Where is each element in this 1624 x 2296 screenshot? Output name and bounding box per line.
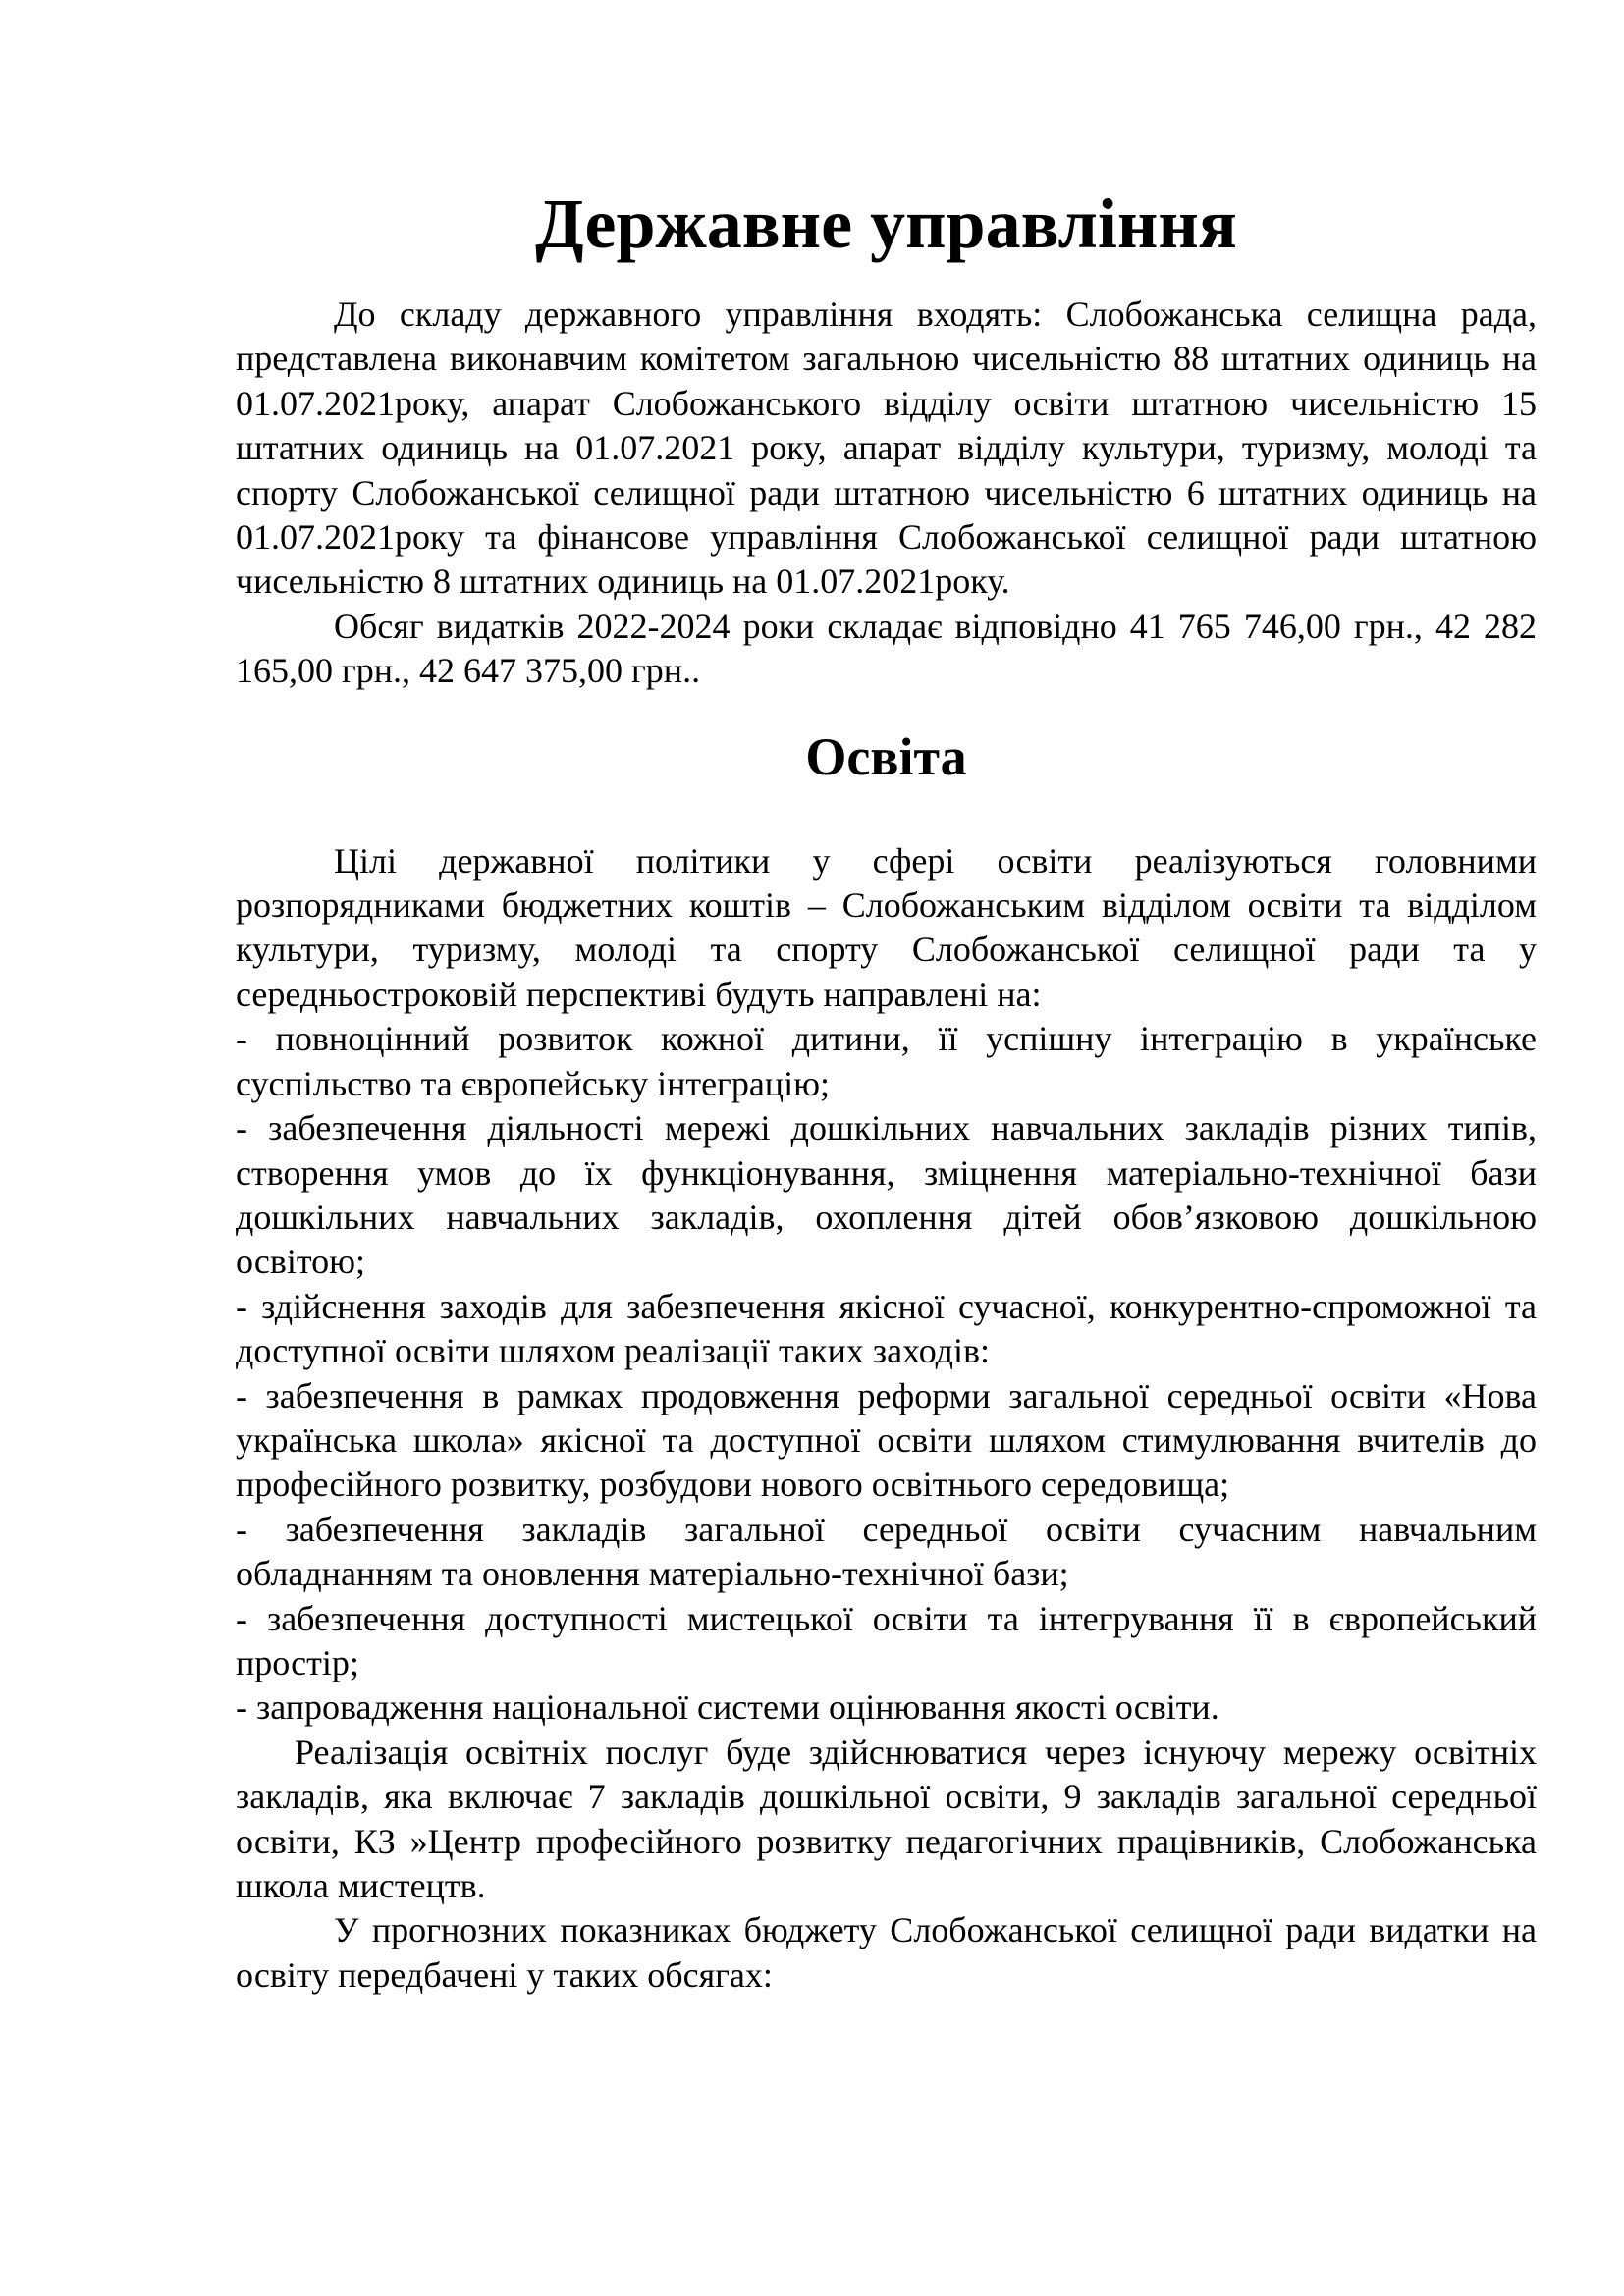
paragraph-state-expenditure: Обсяг видатків 2022-2024 роки складає відповідно 41 765 746,00 грн., 42 282 165,00 грн., 42 647 375,00 грн.. <box>236 606 1537 691</box>
list-item: - забезпечення діяльності мережі дошкільних навчальних закладів різних типів, створення умов до їх функціонування, зміцнення матеріально-технічної бази дошкільних навчальних закладів, охоплення дітей обов’язковою дошкільною освітою; <box>236 1108 1537 1282</box>
education-goals-list <box>236 1017 1537 1731</box>
document-page <box>236 187 1537 1998</box>
list-item: - забезпечення закладів загальної середньої освіти сучасним навчальним обладнанням та оновлення матеріально-технічної бази; <box>236 1509 1537 1594</box>
paragraph-state-composition: До складу державного управління входять: Слобожанська селищна рада, представлена виконавчим комітетом загальною чисельністю 88 штатних одиниць на 01.07.2021року, апарат Слобожанського відділу освіти штатною чисельністю 15 штатних одиниць на 01.07.2021 року, апарат відділу культури, туризму, молоді та спорту Слобожанської селищної ради штатною чисельністю 6 штатних одиниць на 01.07.2021року та фінансове управління Слобожанської селищної ради штатною чисельністю 8 штатних одиниць на 01.07.2021року. <box>236 294 1537 602</box>
section-title-education: Освіта <box>805 726 967 786</box>
paragraph-education-goals: Цілі державної політики у сфері освіти реалізуються головними розпорядниками бюджетних коштів – Слобожанським відділом освіти та відділом культури, туризму, молоді та спорту Слобожанської селищної ради та у середньостроковій перспективі будуть направлені на: <box>236 840 1537 1014</box>
list-item: - повноцінний розвиток кожної дитини, її успішну інтеграцію в українське суспільство та європейську інтеграцію; <box>236 1019 1537 1103</box>
paragraph-education-network: Реалізація освітніх послуг буде здійснюватися через існуючу мережу освітніх закладів, яка включає 7 закладів дошкільної освіти, 9 закладів загальної середньої освіти, КЗ »Центр професійного розвитку педагогічних працівників, Слобожанська школа мистецтв. <box>236 1732 1537 1905</box>
list-item: - запровадження національної системи оцінювання якості освіти. <box>236 1687 1219 1728</box>
list-item: - забезпечення доступності мистецької освіти та інтегрування її в європейський простір; <box>236 1598 1537 1682</box>
list-item: - здійснення заходів для забезпечення якісної сучасної, конкурентно-спроможної та доступної освіти шляхом реалізації таких заходів: <box>236 1286 1537 1371</box>
section-title-state-administration: Державне управління <box>535 185 1237 263</box>
paragraph-education-forecast: У прогнозних показниках бюджету Слобожанської селищної ради видатки на освіту передбачені у таких обсягах: <box>236 1910 1537 1995</box>
list-item: - забезпечення в рамках продовження реформи загальної середньої освіти «Нова українська школа» якісної та доступної освіти шляхом стимулювання вчителів до професійного розвитку, розбудови нового освітнього середовища; <box>236 1375 1537 1505</box>
